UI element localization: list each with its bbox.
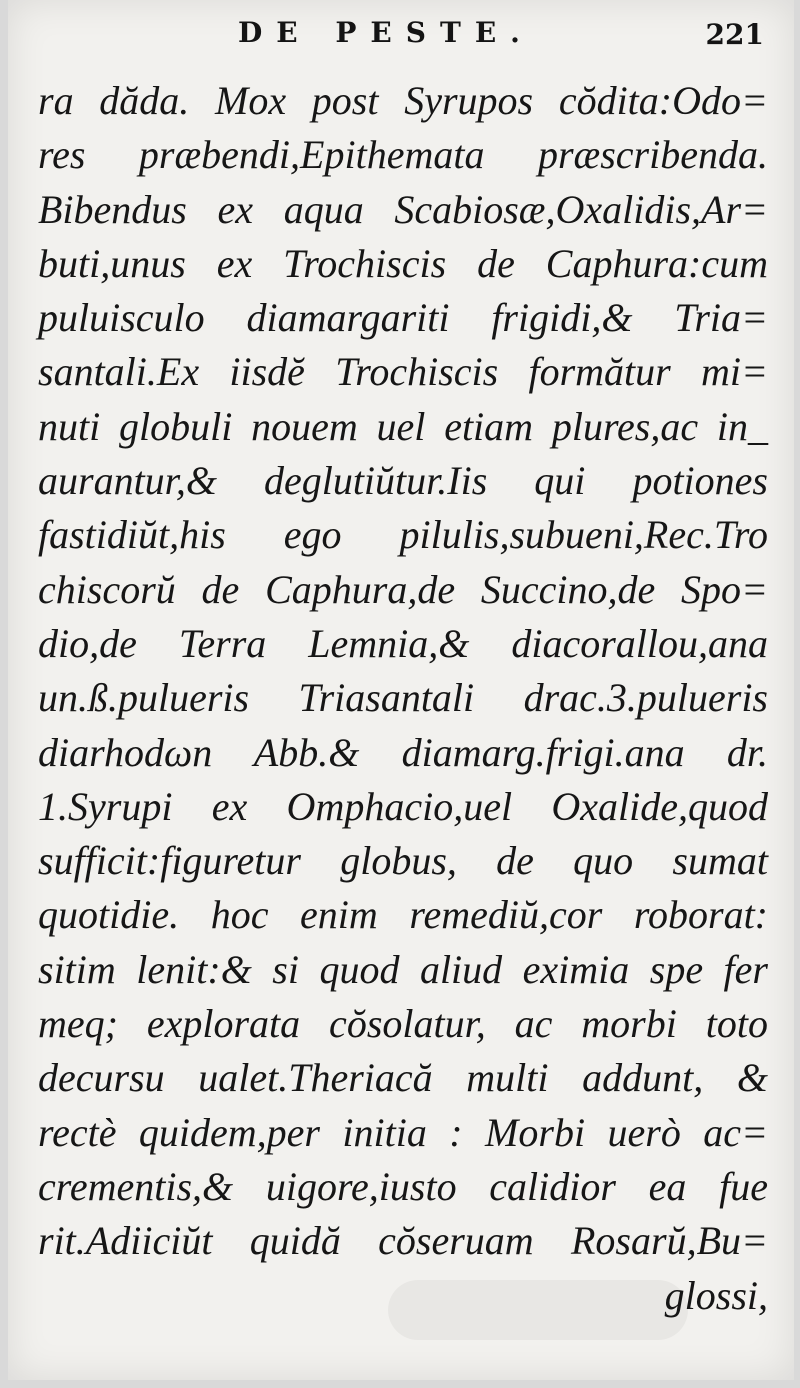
catchword-line: glossi, bbox=[664, 1272, 768, 1318]
text-line: ra dăda. Mox post Syrupos cŏdita:Odo= bbox=[38, 78, 768, 123]
bleed-through-smudge bbox=[388, 1280, 688, 1340]
text-line: dio,de Terra Lemnia,& diacorallou,ana bbox=[38, 620, 768, 666]
body-text bbox=[38, 74, 768, 1323]
text-line: quotidie. hoc enim remediŭ,cor roborat: bbox=[38, 892, 768, 938]
text-line: rit.Adiiciŭt quidă cŏseruam Rosarŭ,Bu= bbox=[38, 1218, 768, 1264]
text-line: nuti globuli nouem uel etiam plures,ac in_ bbox=[38, 403, 768, 449]
text-line: buti,unus ex Trochiscis de Caphura:cum bbox=[38, 240, 768, 286]
text-line: sitim lenit:& si quod aliud eximia spe fer bbox=[38, 946, 768, 992]
text-line: Bibendus ex aqua Scabiosæ,Oxalidis,Ar= bbox=[38, 186, 768, 232]
text-line: 1.Syrupi ex Omphacio,uel Oxalide,quod bbox=[38, 783, 768, 829]
text-line: res præbendi,Epithemata præscribenda. bbox=[38, 132, 768, 178]
text-line: puluisculo diamargariti frigidi,& Tria= bbox=[38, 295, 768, 341]
text-line: chiscorŭ de Caphura,de Succino,de Spo= bbox=[38, 566, 768, 612]
text-line: aurantur,& deglutiŭtur.Iis qui potiones bbox=[38, 458, 768, 504]
text-line: diarhodωn Abb.& diamarg.frigi.ana dr. bbox=[38, 729, 768, 775]
text-line: rectè quidem,per initia : Morbi uerò ac= bbox=[38, 1109, 768, 1155]
page-header bbox=[8, 16, 794, 56]
text-line: meq; explorata cŏsolatur, ac morbi toto bbox=[38, 1001, 768, 1047]
text-line: crementis,& uigore,iusto calidior ea fue bbox=[38, 1163, 768, 1209]
text-line: un.ß.pulueris Triasantali drac.3.pulueris bbox=[38, 675, 768, 721]
text-line: sufficit:figuretur globus, de quo sumat bbox=[38, 838, 768, 884]
text-line: decursu ualet.Theriacă multi addunt, & bbox=[38, 1055, 768, 1101]
running-title: DE PESTE. bbox=[238, 16, 534, 49]
page-number: 221 bbox=[705, 18, 764, 51]
book-page bbox=[8, 0, 794, 1380]
text-line: santali.Ex iisdĕ Trochiscis formătur mi= bbox=[38, 349, 768, 395]
text-line: fastidiŭt,his ego pilulis,subueni,Rec.Tro bbox=[38, 512, 768, 558]
